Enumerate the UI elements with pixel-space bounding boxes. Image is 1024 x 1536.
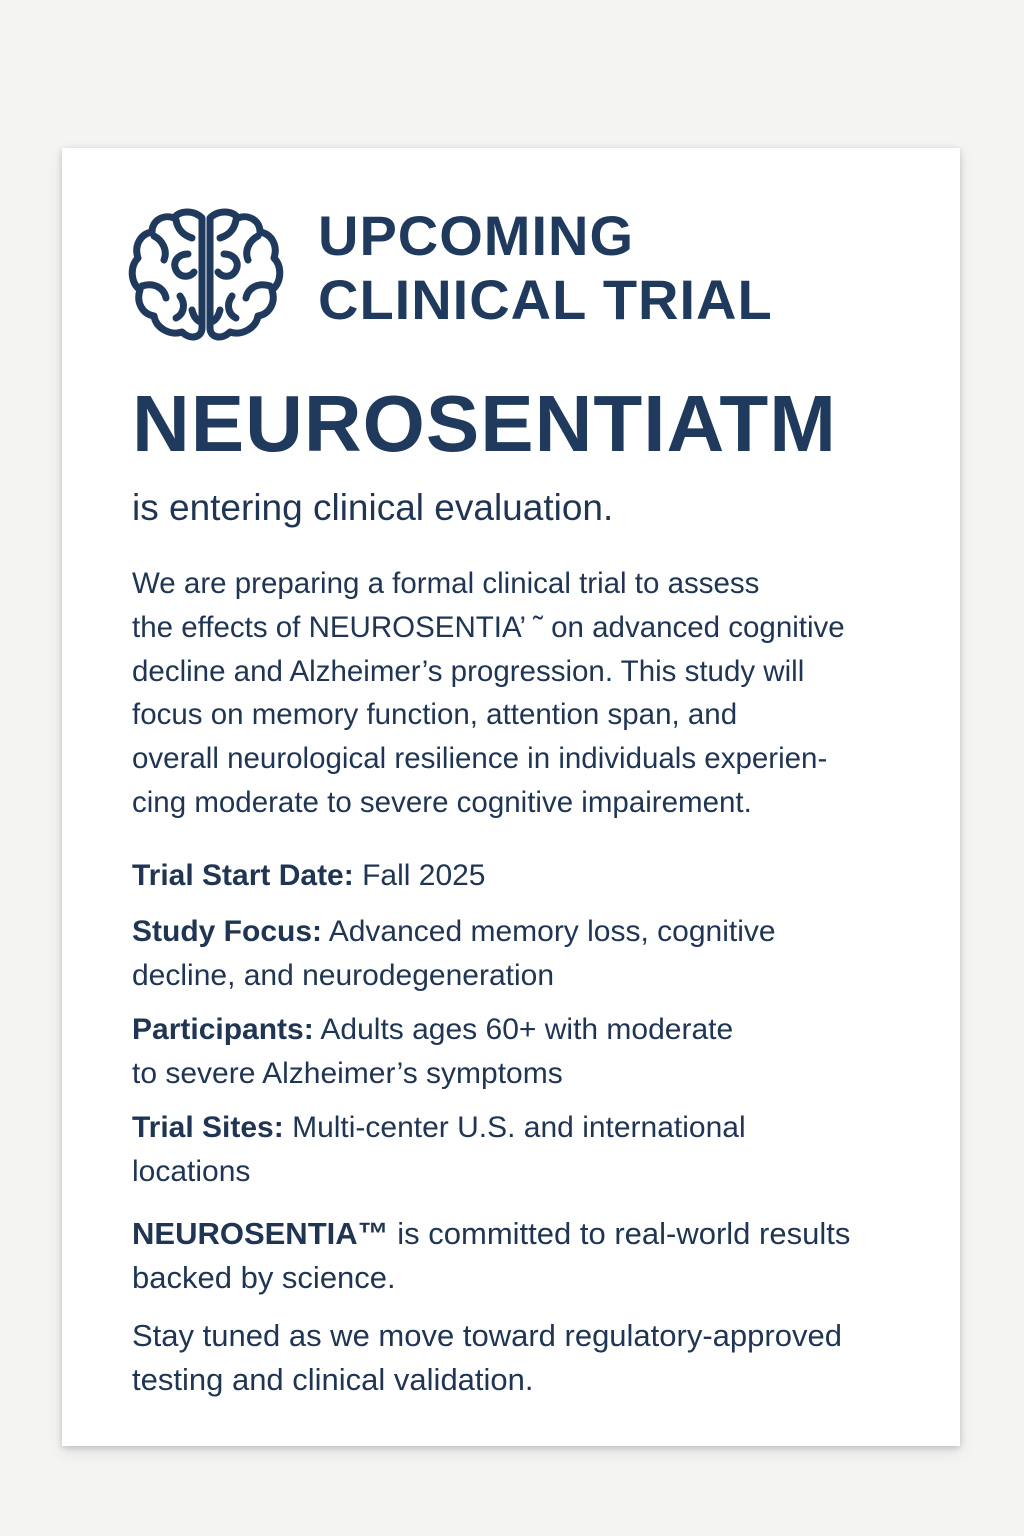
detail-value: Adults ages 60+ with moderate: [320, 1013, 734, 1046]
intro-line: focus on memory function, attention span, and: [132, 698, 738, 732]
detail-label: Study Focus:: [132, 915, 323, 948]
title-line-1: UPCOMING: [318, 204, 634, 267]
intro-paragraph: [132, 562, 932, 825]
brain-icon: [128, 206, 284, 344]
intro-line: the effects of NEUROSENTIA’ ˜ on advanced cognitive: [132, 610, 845, 644]
commitment-text: is committed to real-world results: [388, 1216, 851, 1251]
header: [128, 202, 908, 352]
detail-value: Multi-center U.S. and international: [292, 1111, 746, 1144]
intro-line: decline and Alzheimer’s progression. This study will: [132, 654, 805, 688]
detail-label: Participants:: [132, 1013, 314, 1046]
title-line-2: CLINICAL TRIAL: [318, 268, 773, 331]
stay-tuned-text: Stay tuned as we move toward regulatory-approved: [132, 1318, 842, 1353]
stay-tuned-statement: [132, 1314, 952, 1402]
detail-value: decline, and neurodegeneration: [132, 959, 555, 992]
detail-value: Advanced memory loss, cognitive: [328, 915, 776, 948]
detail-value: Fall 2025: [362, 859, 486, 892]
brand-name: NEUROSENTIA™: [132, 1216, 389, 1251]
trial-title: [318, 204, 773, 332]
intro-line: cing moderate to severe cognitive impairement.: [132, 785, 752, 819]
commitment-text: backed by science.: [132, 1260, 396, 1295]
announcement-card: [62, 148, 960, 1446]
product-name: NEUROSENTIATM: [132, 379, 837, 468]
detail-study-focus: [132, 910, 776, 998]
commitment-statement: [132, 1212, 952, 1300]
intro-line: overall neurological resilience in individuals experien-: [132, 742, 828, 776]
detail-label: Trial Start Date:: [132, 859, 354, 892]
detail-label: Trial Sites:: [132, 1111, 284, 1144]
detail-value: locations: [132, 1155, 251, 1188]
detail-trial-start-date: [132, 854, 486, 898]
intro-line: We are preparing a formal clinical trial to assess: [132, 567, 760, 600]
detail-participants: [132, 1008, 733, 1096]
detail-value: to severe Alzheimer’s symptoms: [132, 1057, 563, 1090]
detail-trial-sites: [132, 1106, 746, 1194]
tagline: is entering clinical evaluation.: [132, 487, 614, 528]
stay-tuned-text: testing and clinical validation.: [132, 1362, 534, 1397]
